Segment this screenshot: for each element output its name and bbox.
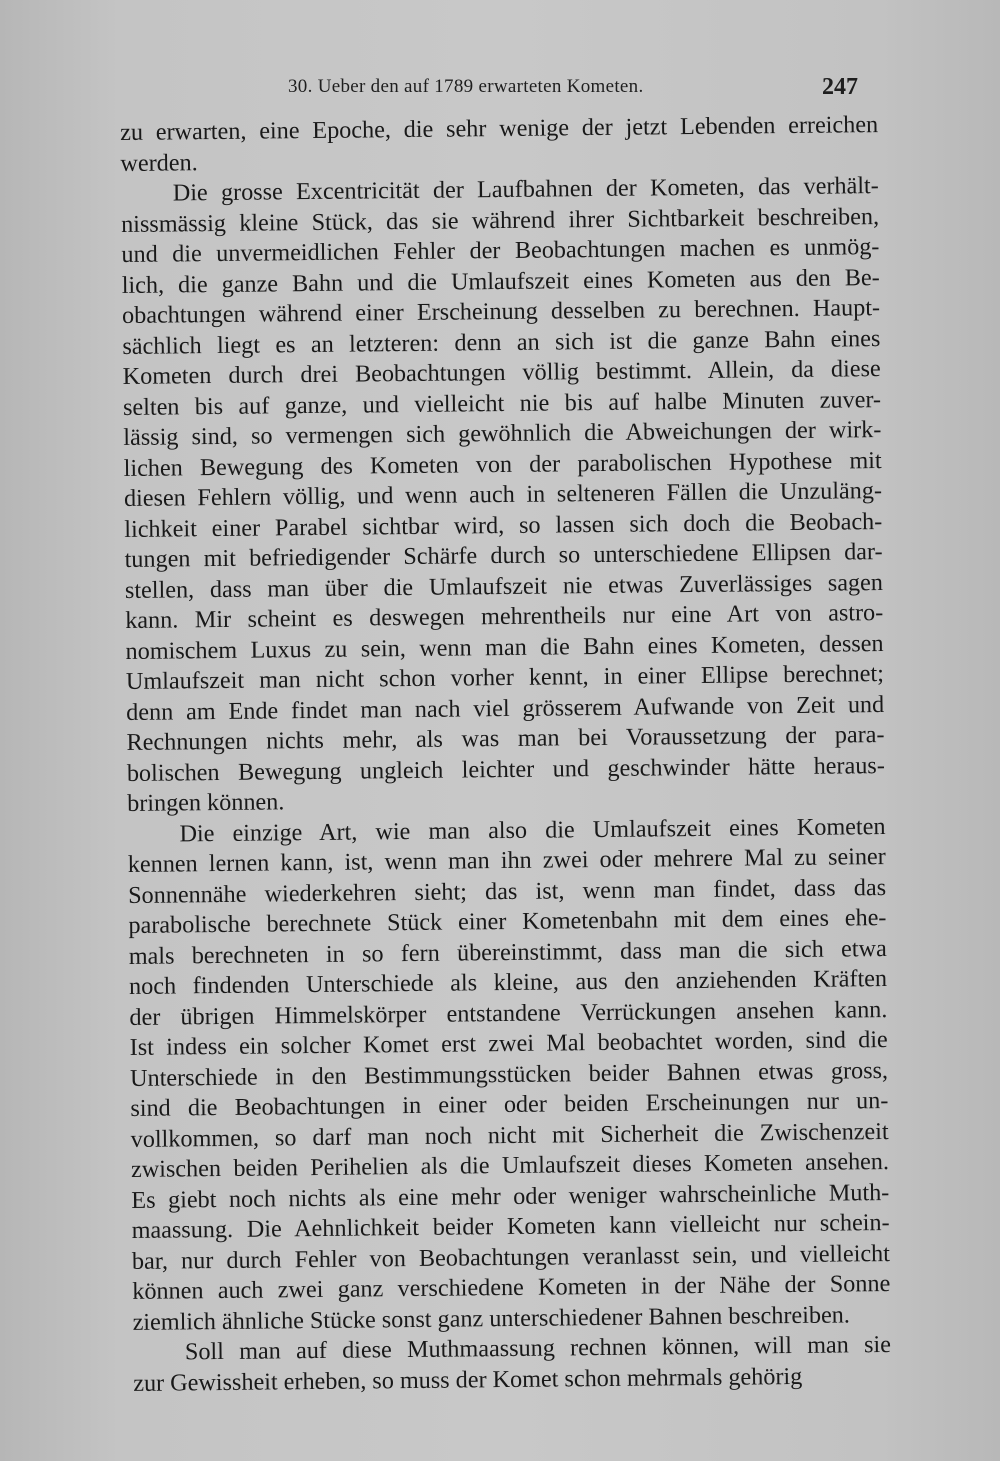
paragraph [121,171,886,819]
paragraph [133,1330,892,1399]
text-line: und die unvermeidlichen Fehler der Beobachtungen machen es unmög- [121,233,880,268]
paragraph [127,812,890,1338]
text-line: parabolische berechnete Stück einer Kometenbahn mit dem eines ehe- [128,904,887,939]
text-line: Sonnennähe wiederkehren sieht; das ist, wenn man findet, dass das [127,873,887,909]
text-line: Kometen durch drei Beobachtungen völlig bestimmt. Allein, da diese [122,355,881,390]
text-line: ziemlich ähnliche Stücke sonst ganz unterschiedener Bahnen beschreiben. [132,1300,851,1336]
page-number: 247 [822,74,858,100]
text-line: Die einzige Art, wie man also die Umlaufszeit eines Kometen [179,812,886,847]
text-line: kann. Mir scheint es deswegen mehrentheils nur eine Art von astro- [125,599,884,634]
text-line: sächlich liegt es an letzteren: denn an sich ist die ganze Bahn eines [122,324,881,360]
text-line: Die grosse Excentricität der Laufbahnen der Kometen, das verhält- [172,172,879,207]
text-line: lich, die ganze Bahn und die Umlaufszeit eines Kometen aus den Be- [121,263,880,299]
paragraph [120,110,879,179]
text-line: nomischem Luxus zu sein, wenn man die Bahn eines Kometen, dessen [125,629,884,665]
text-line: Soll man auf diese Muthmaassung rechnen können, will man sie [184,1330,892,1366]
text-line: bringen können. [127,788,285,817]
text-line: sind die Beobachtungen in einer oder beiden Erscheinungen nur un- [130,1087,889,1122]
text-line: lässig sind, so vermengen sich gewöhnlich die Abweichungen der wirk- [123,416,882,451]
text-line: lichkeit einer Parabel sichtbar wird, so lassen sich doch die Beobach- [124,507,883,543]
text-line: können auch zwei ganz verschiedene Kometen in der Nähe der Sonne [132,1269,891,1305]
text-line: kennen lernen kann, ist, wenn man ihn zwei oder mehrere Mal zu seiner [127,843,886,878]
text-line: noch findenden Unterschiede als kleine, aus den anziehenden Kräften [128,965,888,1000]
text-line: zwischen beiden Perihelien als die Umlaufszeit dieses Kometen ansehen. [130,1148,890,1183]
text-line: tungen mit befriedigender Schärfe durch so unterschiedene Ellipsen dar- [124,538,883,573]
text-line: zur Gewissheit erheben, so muss der Komet schon mehrmals gehörig [133,1362,803,1397]
text-line: obachtungen während einer Erscheinung desselben zu berechnen. Haupt- [121,294,881,329]
text-line: maassung. Die Aehnlichkeit beider Kometen kann vielleicht nur schein- [131,1209,890,1244]
text-line: zu erwarten, eine Epoche, die sehr wenige der jetzt Lebenden erreichen [120,111,879,146]
text-line: Unterschiede in den Bestimmungsstücken beider Bahnen etwas gross, [129,1056,889,1092]
text-line: mals berechneten in so fern übereinstimmt, dass man die sich etwa [128,934,887,970]
text-line: diesen Fehlern völlig, und wenn auch in selteneren Fällen die Unzuläng- [123,477,883,512]
text-line: lichen Bewegung des Kometen von der parabolischen Hypothese mit [123,446,882,482]
text-line: Es giebt noch nichts als eine mehr oder weniger wahrscheinliche Muth- [131,1178,890,1214]
running-head: 30. Ueber den auf 1789 erwarteten Kometen. [288,76,644,97]
text-line: Umlaufszeit man nicht schon vorher kennt, in einer Ellipse berechnet; [125,660,885,695]
page-header [280,74,858,104]
body-text [120,110,891,1399]
text-line: Ist indess ein solcher Komet erst zwei Mal beobachtet worden, sind die [129,1026,888,1061]
text-line: der übrigen Himmelskörper entstandene Verrückungen ansehen kann. [129,995,888,1031]
text-line: nissmässig kleine Stück, das sie während ihrer Sichtbarkeit beschreiben, [120,202,880,238]
text-line: selten bis auf ganze, und vielleicht nie bis auf halbe Minuten zuver- [122,385,882,421]
text-line: bolischen Bewegung ungleich leichter und geschwinder hätte heraus- [126,751,885,787]
text-line: vollkommen, so darf man noch nicht mit Sicherheit die Zwischenzeit [130,1117,889,1153]
text-line: Rechnungen nichts mehr, als was man bei Voraussetzung der para- [126,721,885,756]
text-line: denn am Ende findet man nach viel grösserem Aufwande von Zeit und [126,690,885,726]
text-line: stellen, dass man über die Umlaufszeit nie etwas Zuverlässiges sagen [124,568,884,604]
text-line: werden. [120,148,198,177]
text-line: bar, nur durch Fehler von Beobachtungen veranlasst sein, und vielleicht [131,1239,891,1275]
